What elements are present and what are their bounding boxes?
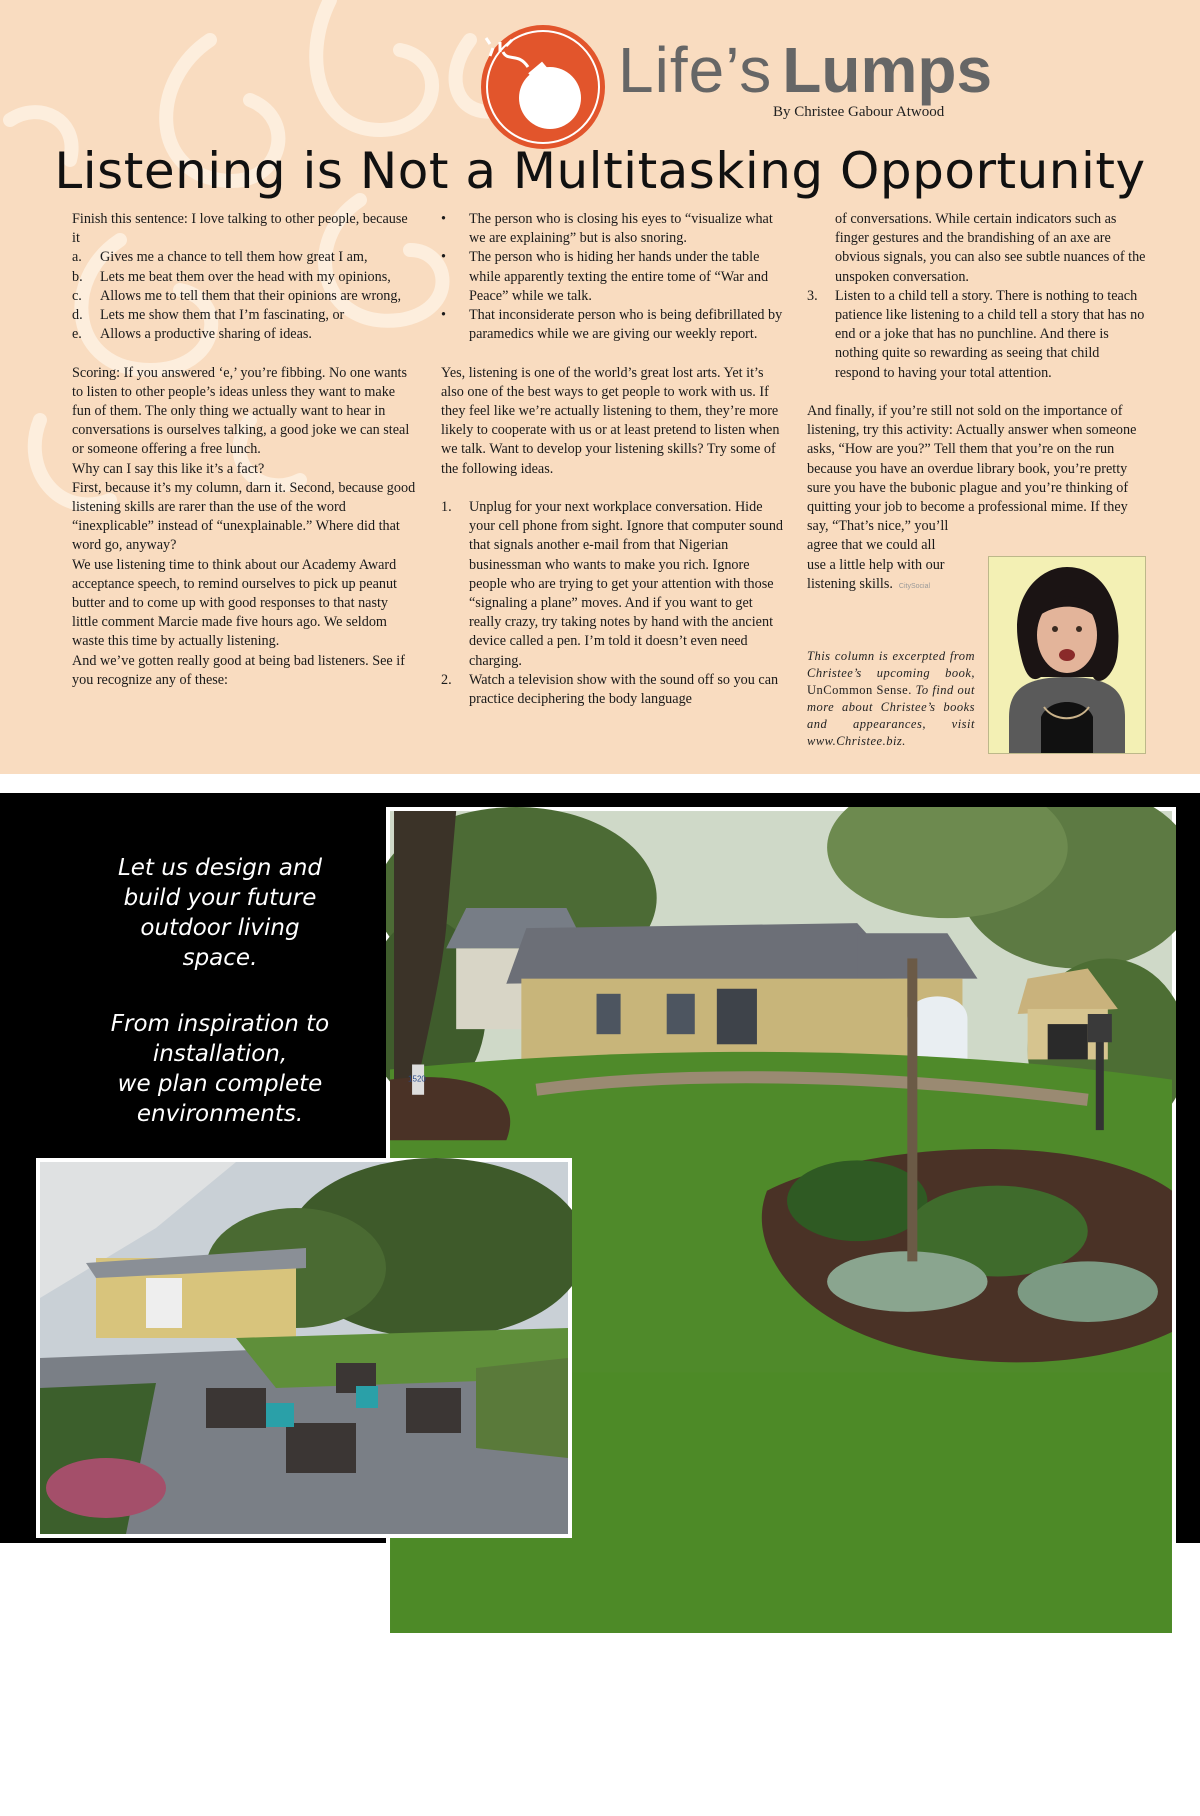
list-text: Allows me to tell them that their opinions are wrong,	[100, 287, 402, 304]
first-paragraph: First, because it’s my column, darn it. Second, because good listening skills are rarer than the use of the word “inexplicable” instead of “unexplainable.” Where did that word go, anyway?	[72, 479, 416, 554]
finally-tail-line: agree that we could all	[807, 537, 936, 554]
patio-photo	[36, 1158, 572, 1538]
tagline-line: environments.	[136, 1101, 304, 1127]
finally-paragraph: And finally, if you’re still not sold on the importance of listening, try this activity: Actually answer when someone asks, “How are you?” Tell them that you’re on the run because you have an overdue library book, you’re pretty sure you have the bubonic plague and you’re thinking of quitting your job to become a professional mime. If they	[807, 403, 1137, 516]
tagline-line: Let us design and	[117, 855, 323, 881]
company-address: 1119 North Blvd. Baton Rouge, LA 70802	[730, 1745, 986, 1761]
list-text: Watch a television show with the sound off so you can practice deciphering the body language	[469, 671, 779, 708]
list-text: Gives me a chance to tell them how great I am,	[100, 249, 368, 266]
company-subtitle: Landscape Architect and Planner, LLC	[764, 1710, 1075, 1726]
finally-tail-line: say, “That’s nice,” you’ll	[807, 518, 949, 535]
tagline-line: space.	[182, 945, 258, 971]
list-marker: c.	[72, 287, 82, 304]
list-item	[441, 498, 786, 671]
headline: Listening is Not a Multitasking Opportunity	[54, 142, 1146, 200]
brand-bold: Lumps	[782, 34, 993, 106]
list-text: The person who is closing his eyes to “visualize what we are explaining” but is also snoring.	[469, 211, 773, 247]
tagline-line: installation,	[152, 1041, 288, 1067]
brand-light: Life’s	[618, 34, 773, 106]
company-logo-icon	[645, 1648, 743, 1728]
tagline-line: build your future	[123, 885, 317, 911]
list-item	[72, 287, 417, 306]
list-text: Lets me beat them over the head with my opinions,	[100, 268, 391, 285]
list-marker: 3.	[807, 287, 818, 304]
list-text: The person who is hiding her hands under the table while apparently texting the entire tome of “War and Peace” while we talk.	[469, 249, 769, 304]
advertisement-panel	[0, 793, 1200, 1815]
article-column-3	[807, 210, 1147, 596]
continued-text: of conversations. While certain indicators such as finger gestures and the brandishing of an axe are obvious signals, you can also see subtle nuances of the unspoken conversation.	[835, 211, 1146, 285]
why-paragraph: Why can I say this like it’s a fact?	[72, 460, 265, 477]
tagline-line: we plan complete	[117, 1071, 323, 1097]
list-marker: e.	[72, 326, 82, 343]
bomb-icon	[478, 22, 608, 152]
excerpt-text: This column is excerpted from Christee’s upcoming book,	[807, 649, 975, 680]
list-item	[441, 671, 786, 709]
list-text: That inconsiderate person who is being defibrillated by paramedics while we are giving our weekly report.	[469, 307, 783, 343]
list-text: Unplug for your next workplace conversation. Hide your cell phone from sight. Ignore that computer sound that signals another e-mail from that Nigerian businessman who wants to make you rich. Ignore people who are trying to get your attention with those “signaling a plane” moves. And if you want to get really crazy, try taking notes by hand with the ancient device called a pen. I’m told it doesn’t even need charging.	[469, 499, 784, 669]
company-phone: (225) 343-0571	[775, 1788, 941, 1815]
gotten-paragraph: And we’ve gotten really good at being bad listeners. See if you recognize any of these:	[72, 652, 405, 688]
list-marker: d.	[72, 307, 83, 324]
list-item	[807, 287, 1147, 383]
ad-tagline	[70, 853, 370, 1129]
list-text: Listen to a child tell a story. There is nothing to teach patience like listening to a child tell a story that has no end or a joke that has no punchline. And there is nothing quite so rewarding as seeing that child respond to having your total attention.	[835, 287, 1145, 381]
tagline-line: From inspiration to	[110, 1011, 330, 1037]
list-text: Allows a productive sharing of ideas.	[100, 326, 312, 343]
list-item	[72, 325, 417, 344]
list-marker: a.	[72, 249, 82, 266]
list-item	[72, 248, 417, 267]
list-item	[441, 248, 786, 306]
company-name: Eduardo J. Jenkins	[764, 1673, 1064, 1706]
book-title: UnCommon Sense.	[807, 683, 912, 697]
list-item	[441, 210, 786, 248]
citysocial-logo: CitySocial	[898, 582, 931, 590]
list-item	[72, 306, 417, 325]
list-item	[72, 268, 417, 287]
intro-text: Finish this sentence: I love talking to other people, because it	[72, 211, 408, 247]
tagline-line: outdoor living	[140, 915, 300, 941]
article-column-2	[441, 210, 786, 709]
house-number: 1520	[408, 1074, 426, 1084]
excerpt-text: To find out more about Christee’s books and appearances, visit www.Christee.biz.	[807, 683, 975, 748]
list-marker: b.	[72, 268, 83, 285]
article-column-1	[72, 210, 417, 690]
excerpt-note	[807, 648, 975, 750]
article-panel	[0, 0, 1200, 774]
bullet-marker: •	[441, 211, 446, 227]
company-web-email: www.edjenkins.com • Email: edjenkins@edjenkins.com	[687, 1768, 1029, 1784]
yes-paragraph: Yes, listening is one of the world’s great lost arts. Yet it’s also one of the best ways to get people to work with us. If they feel like we’re actually listening to them, they’re more likely to cooperate with us or at least pretend to listen when we talk. Want to develop your listening skills? Try some of the following ideas.	[441, 364, 780, 477]
byline: By Christee Gabour Atwood	[773, 104, 945, 120]
author-photo	[988, 556, 1146, 754]
finally-tail-line: use a little help with our	[807, 556, 945, 573]
use-paragraph: We use listening time to think about our Academy Award acceptance speech, to remind ourselves to pick up peanut butter and to come up with good responses to that nasty little comment Marcie made five hours ago. We seldom waste this time by actually listening.	[72, 556, 398, 650]
bullet-marker: •	[441, 249, 446, 266]
finally-tail-line: listening skills.	[807, 575, 893, 592]
brand-title	[618, 30, 992, 110]
list-item	[441, 306, 786, 344]
list-marker: 2.	[441, 671, 452, 688]
list-text: Lets me show them that I’m fascinating, or	[100, 307, 345, 324]
list-marker: 1.	[441, 499, 452, 516]
bullet-marker: •	[441, 307, 446, 324]
scoring-paragraph: Scoring: If you answered ‘e,’ you’re fibbing. No one wants to listen to other people’s ideas unless they want to make fun of them. The only thing we actually want to hear in conversations is ourselves talking, a good joke we can steal or someone offering a free lunch.	[72, 364, 410, 458]
